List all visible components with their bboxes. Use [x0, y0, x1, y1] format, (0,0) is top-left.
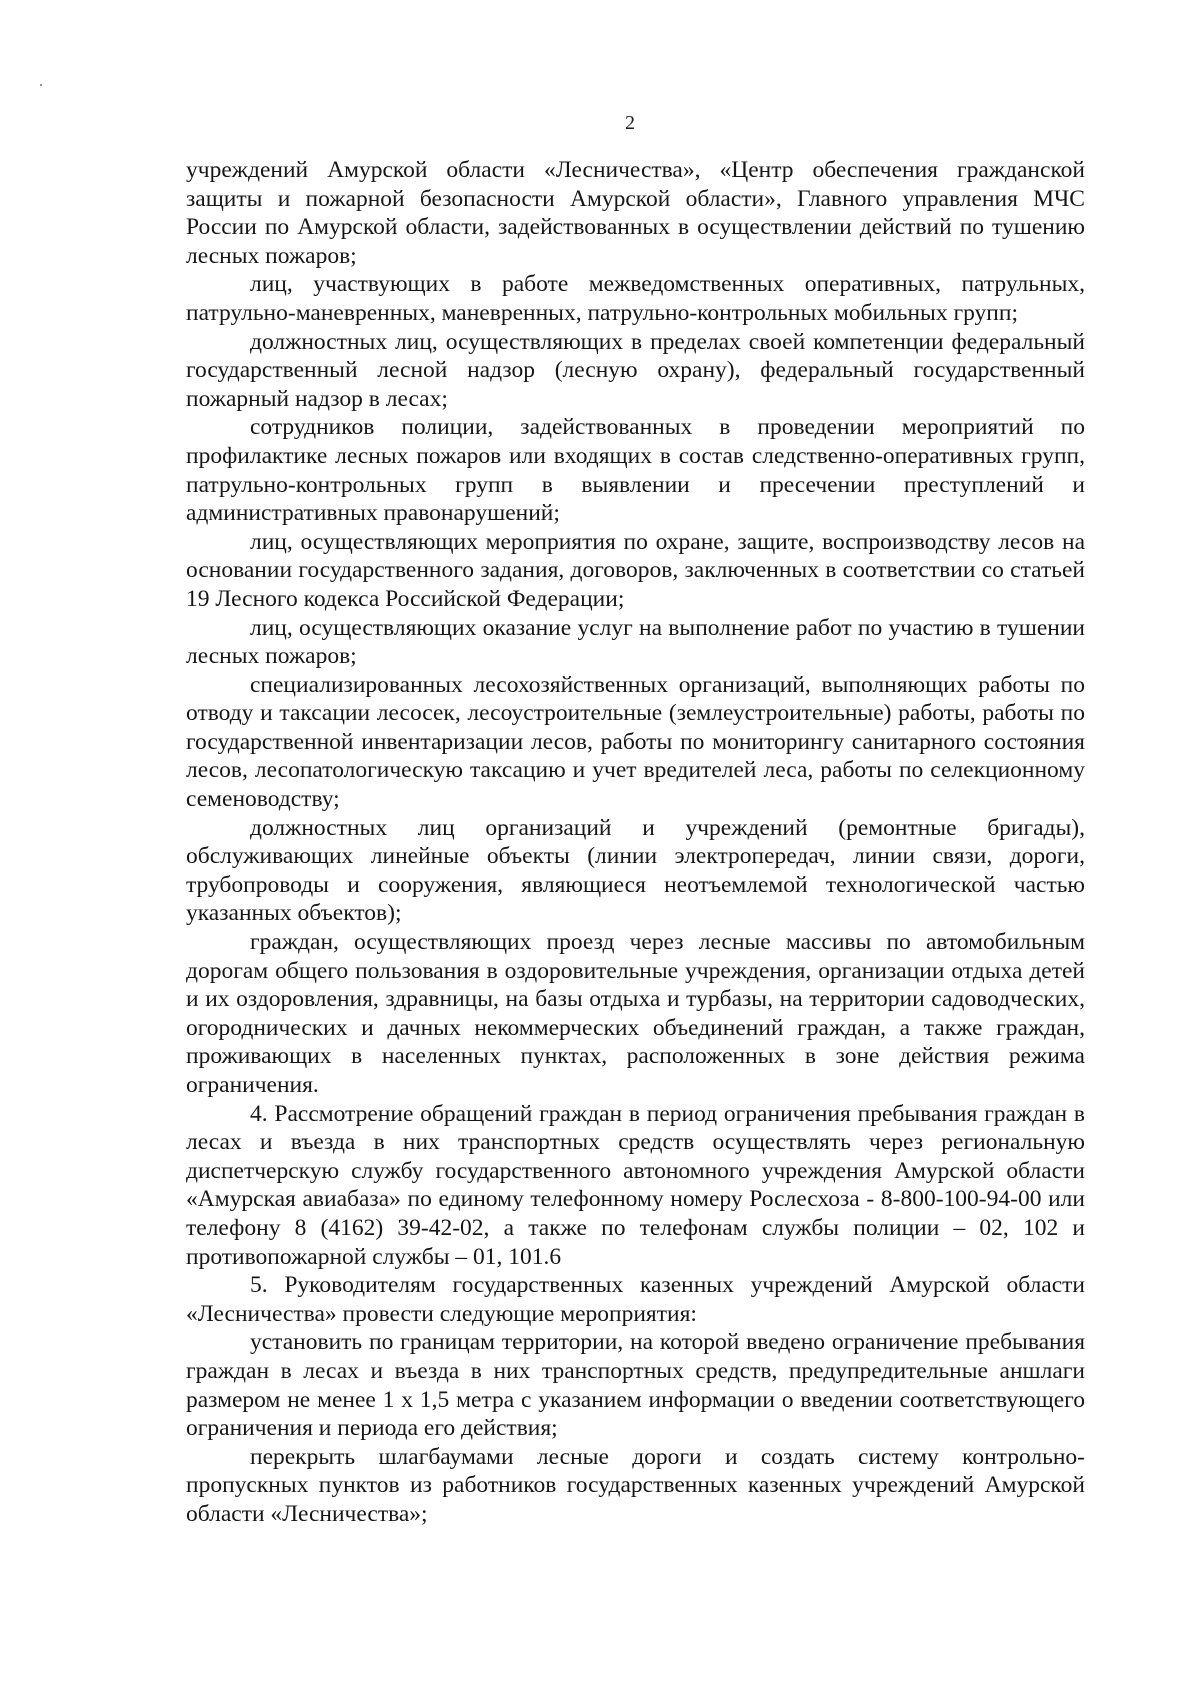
paragraph-list-item: специализированных лесохозяйственных организаций, выполняющих работы по отводу и таксации лесосек, лесоустроительные (землеустроительные) работы, работы по государственной инвентаризации лесов, работы по мониторингу санитарного состояния лесов, лесопатологическую таксацию и учет вредителей леса, работы по селекционному семеноводству;: [186, 671, 1085, 813]
paragraph-list-item: сотрудников полиции, задействованных в проведении мероприятий по профилактике лесных пожаров или входящих в состав следственно-оперативных групп, патрульно-контрольных групп в выявлении и пресечении преступлений и административных правонарушений;: [186, 414, 1085, 527]
paragraph-list-item: лиц, осуществляющих мероприятия по охране, защите, воспроизводству лесов на основании государственного задания, договоров, заключенных в соответствии со статьей 19 Лесного кодекса Российской Федерации;: [186, 528, 1085, 612]
page-number: 2: [625, 112, 635, 134]
paragraph-continuation: учреждений Амурской области «Лесничества», «Центр обеспечения гражданской защиты и пожарной безопасности Амурской области», Главного управления МЧС России по Амурской области, задействованных в осуществлении действий по тушению лесных пожаров;: [186, 157, 1085, 269]
paragraph-list-item: лиц, осуществляющих оказание услуг на выполнение работ по участию в тушении лесных пожаров;: [186, 614, 1085, 670]
paragraph-list-item: должностных лиц организаций и учреждений (ремонтные бригады), обслуживающих линейные объекты (линии электропередач, линии связи, дороги, трубопроводы и сооружения, являющиеся неотъемлемой технологической частью указанных объектов);: [186, 814, 1085, 927]
paragraph-list-item: лиц, участвующих в работе межведомственных оперативных, патрульных, патрульно-маневренных, маневренных, патрульно-контрольных мобильных групп;: [186, 271, 1085, 326]
paragraph-section-5: 5. Руководителям государственных казенных учреждений Амурской области «Лесничества» провести следующие мероприятия:: [186, 1272, 1085, 1327]
paragraph-section-4: 4. Рассмотрение обращений граждан в период ограничения пребывания граждан в лесах и въезда в них транспортных средств осуществлять через региональную диспетчерскую службу государственного автономного учреждения Амурской области «Амурская авиабаза» по единому телефонному номеру Рослесхоза - 8-800-100-94-00 или телефону 8 (4162) 39-42-02, а также по телефонам службы полиции – 02, 102 и противопожарной службы – 01, 101.6: [186, 1100, 1085, 1270]
paragraph-list-item: установить по границам территории, на которой введено ограничение пребывания граждан в лесах и въезда в них транспортных средств, предупредительные аншлаги размером не менее 1 х 1,5 метра с указанием информации о введении соответствующего ограничения и периода его действия;: [186, 1329, 1085, 1442]
document-body: [186, 156, 1085, 1529]
paragraph-list-item: перекрыть шлагбаумами лесные дороги и создать систему контрольно-пропускных пунктов из работников государственных казенных учреждений Амурской области «Лесничества»;: [186, 1443, 1085, 1527]
scan-speck: [40, 84, 42, 86]
paragraph-list-item: граждан, осуществляющих проезд через лесные массивы по автомобильным дорогам общего пользования в оздоровительные учреждения, организации отдыха детей и их оздоровления, здравницы, на базы отдыха и турбазы, на территории садоводческих, огороднических и дачных некоммерческих объединений граждан, а также граждан, проживающих в населенных пунктах, расположенных в зоне действия режима ограничения.: [186, 929, 1085, 1098]
paragraph-list-item: должностных лиц, осуществляющих в пределах своей компетенции федеральный государственный лесной надзор (лесную охрану), федеральный государственный пожарный надзор в лесах;: [186, 328, 1085, 412]
